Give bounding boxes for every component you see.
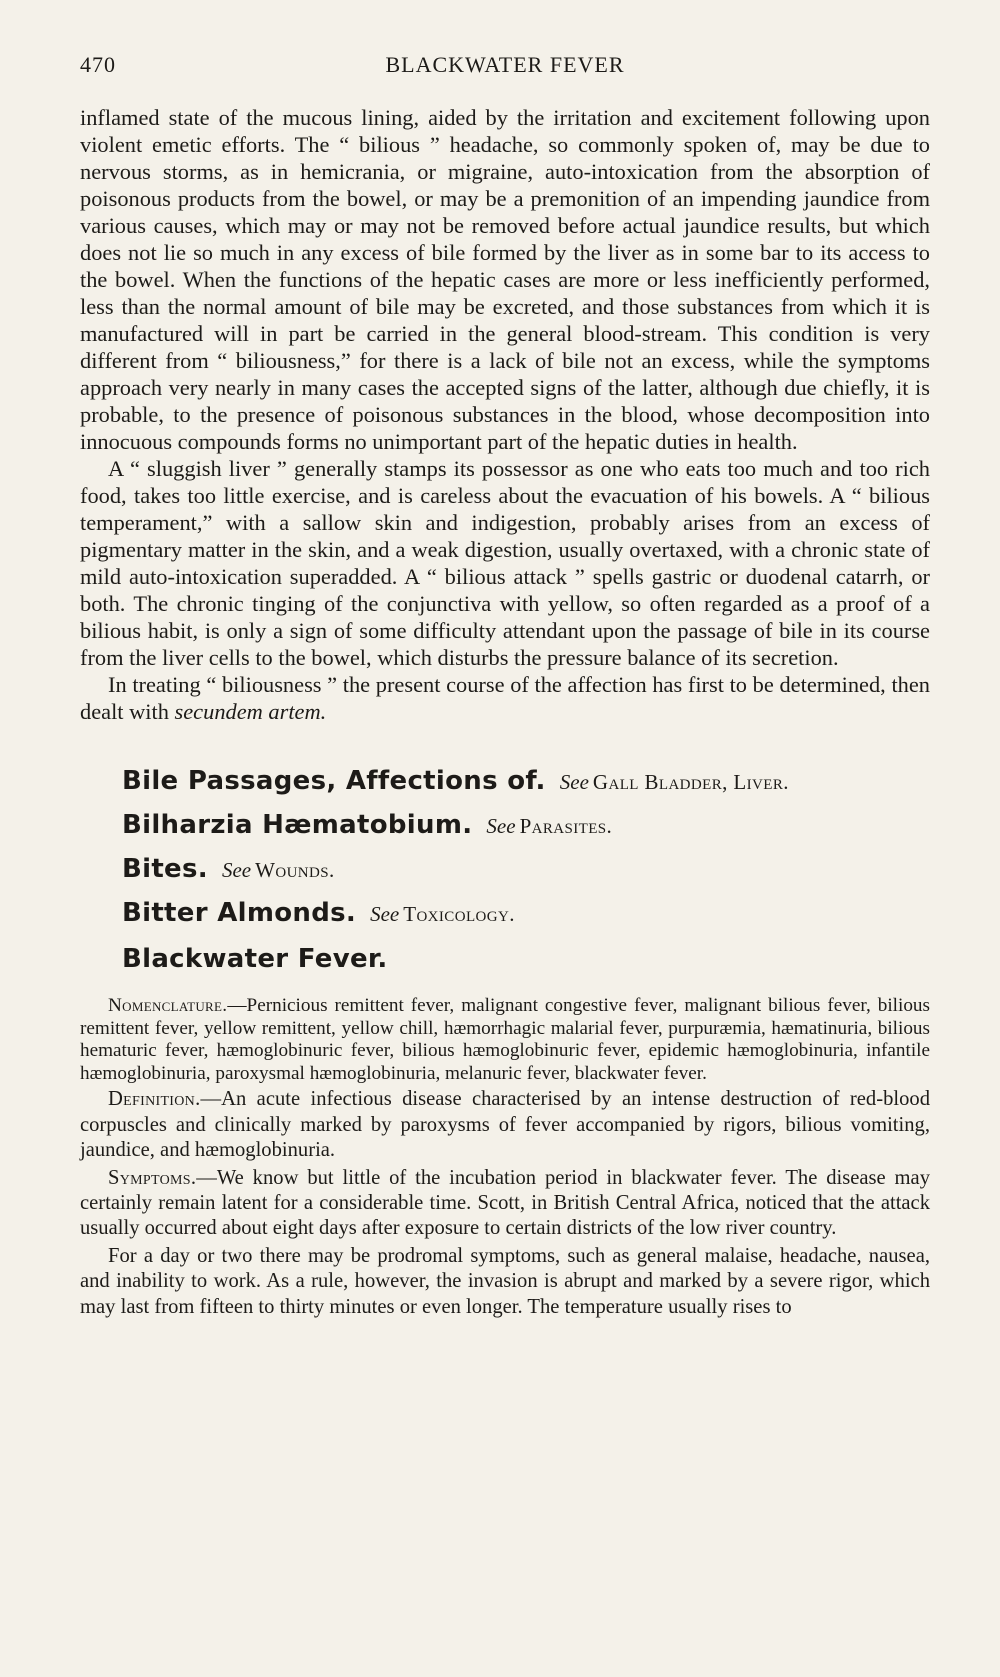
section-lead: Symptoms. (108, 1166, 197, 1189)
entry-heading: Bites. (122, 854, 208, 884)
paragraph (80, 671, 930, 725)
definition-paragraph (80, 1087, 930, 1163)
nomenclature-paragraph (80, 995, 930, 1085)
section-lead: Nomenclature. (108, 995, 228, 1016)
see-label: See (221, 858, 252, 882)
section-body: —An acute infectious disease characterised by an intense destruction of red-blood corpuscles and clinically marked by paroxysms of fever accompanied by rigors, bilious vomiting, jaundice, and hæmoglobinuria. (80, 1088, 930, 1162)
entry-blackwater-fever (122, 937, 930, 981)
prodromal-paragraph: For a day or two there may be prodromal symptoms, such as general malaise, headache, nausea, and inability to work. As a rule, however, the invasion is abrupt and marked by a severe rigor, which may last from fifteen to thirty minutes or even longer. The temperature usually rises to (80, 1244, 930, 1318)
cross-reference: Parasites. (519, 814, 613, 838)
blackwater-fever-article (80, 995, 930, 1320)
entry-bitter-almonds (122, 891, 930, 935)
see-label: See (370, 902, 400, 926)
cross-reference-entries (80, 759, 930, 981)
entry-bilharzia (122, 803, 930, 847)
entry-heading: Bile Passages, Affections of. (122, 766, 546, 796)
entry-bile-passages (122, 759, 930, 803)
section-body: —Pernicious remittent fever, malignant congestive fever, malignant bilious fever, bilious remittent fever, yellow remittent, yellow chill, hæmorrhagic malarial fever, purpuræmia, hæmatinuria, bilious hematuric fever, hæmoglobinuric fever, bilious hæmoglobinuric fever, epidemic hæmoglobinuria, infantile hæmoglobinuria, paroxysmal hæmoglobinuria, melanuric fever, blackwater fever. (80, 995, 930, 1084)
section-lead: Definition. (108, 1088, 201, 1111)
symptoms-paragraph (80, 1166, 930, 1242)
paragraph: inflamed state of the mucous lining, aided by the irritation and excitement following upon violent emetic efforts. The “ bilious ” headache, so commonly spoken of, may be due to nervous storms, as in hemicrania, or migraine, auto-intoxication from the absorption of poisonous products from the bowel, or may be a premonition of an impending jaundice from various causes, which may or may not be removed before actual jaundice results, but which does not lie so much in any excess of bile formed by the liver as in some bar to its access to the bowel. When the functions of the hepatic cases are more or less inefficiently performed, less than the normal amount of bile may be excreted, and those substances from which it is manufactured will in part be carried in the general blood-stream. This condition is very different from “ biliousness,” for there is a lack of bile not an excess, while the symptoms approach very nearly in many cases the accepted signs of the latter, although due chiefly, it is probable, to the presence of poisonous substances in the blood, whose decomposition into innocuous compounds forms no unimportant part of the hepatic duties in health. (80, 105, 930, 454)
cross-reference: Gall Bladder, Liver. (592, 770, 789, 794)
continued-article-text (80, 104, 930, 725)
see-label: See (559, 770, 589, 794)
see-label: See (486, 814, 516, 838)
entry-heading: Blackwater Fever. (122, 944, 388, 974)
book-page (80, 52, 930, 1322)
italic-phrase: secundem artem. (174, 699, 327, 724)
page-number: 470 (80, 52, 116, 77)
paragraph: A “ sluggish liver ” generally stamps its possessor as one who eats too much and too rich food, takes too little exercise, and is careless about the evacuation of his bowels. A “ bilious temperament,” with a sallow skin and indigestion, probably arises from an excess of pigmentary matter in the skin, and a weak digestion, usually overtaxed, with a chronic state of mild auto-intoxication superadded. A “ bilious attack ” spells gastric or duodenal catarrh, or both. The chronic tinging of the conjunctiva with yellow, so often regarded as a proof of a bilious habit, is only a sign of some difficulty attendant upon the passage of bile in its course from the liver cells to the bowel, which disturbs the pressure balance of its secretion. (80, 456, 930, 670)
running-title: BLACKWATER FEVER (385, 52, 625, 77)
cross-reference: Toxicology. (403, 902, 515, 926)
running-head (80, 52, 930, 86)
entry-heading: Bitter Almonds. (122, 898, 357, 928)
paragraph-text: In treating “ biliousness ” the present course of the affection has first to be determined, then dealt with (80, 672, 930, 724)
section-body: —We know but little of the incubation period in blackwater fever. The disease may certainly remain latent for a considerable time. Scott, in British Central Africa, noticed that the attack usually occurred about eight days after exposure to certain districts of the low river country. (80, 1166, 930, 1240)
entry-bites (122, 847, 930, 891)
cross-reference: Wounds. (255, 858, 335, 882)
entry-heading: Bilharzia Hæmatobium. (122, 810, 473, 840)
